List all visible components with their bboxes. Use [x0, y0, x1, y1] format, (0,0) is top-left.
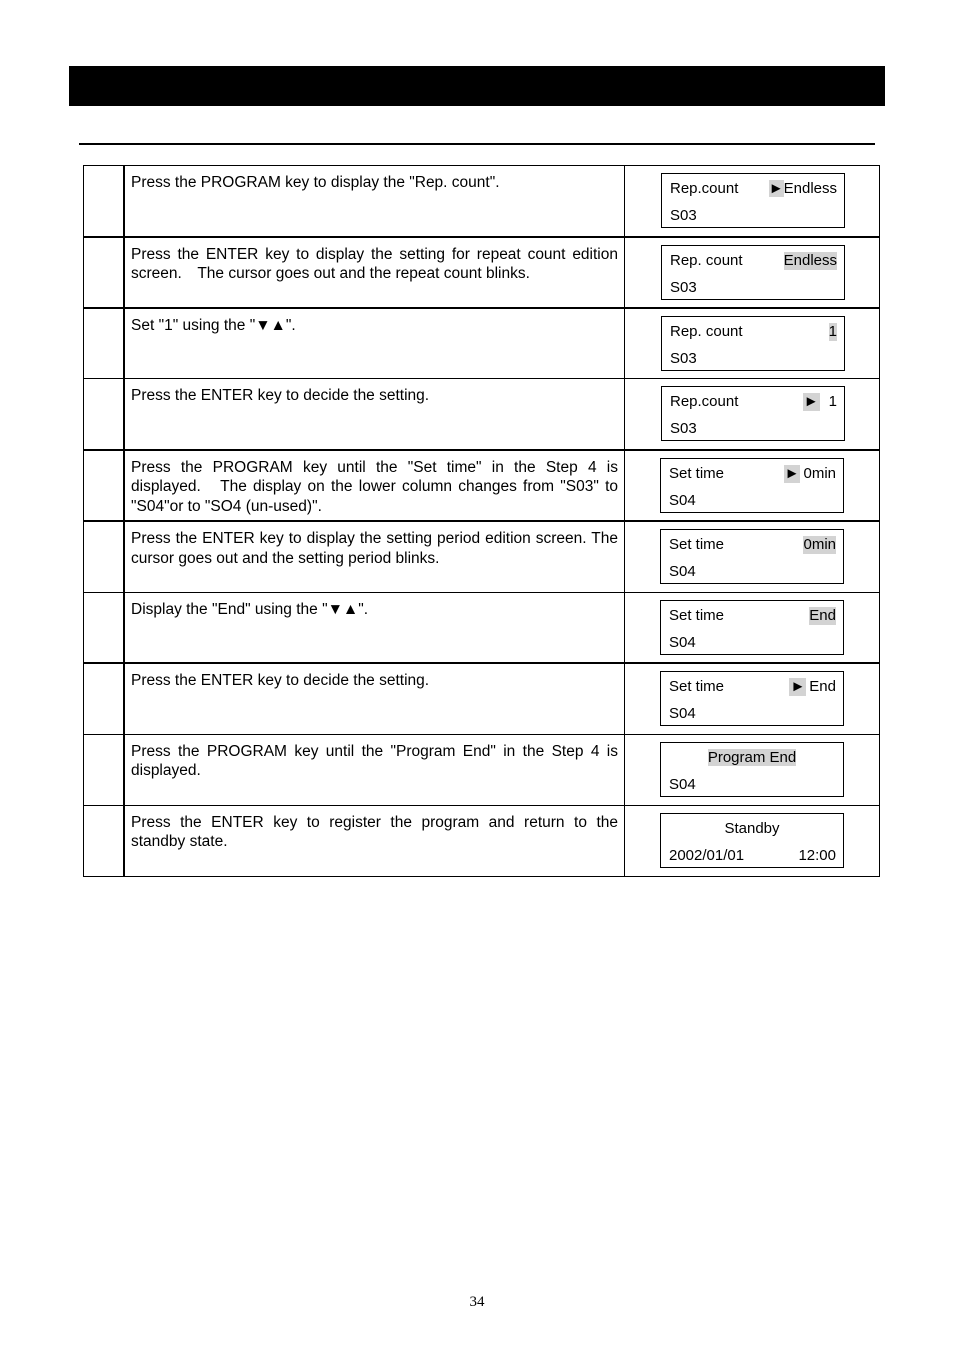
- lcd-line2: S04: [669, 633, 696, 651]
- lcd-time: 12:00: [798, 846, 836, 864]
- lcd-line2: S04: [669, 705, 696, 722]
- table-row: [84, 805, 880, 876]
- step-description: Press the PROGRAM key until the "Set time" in the Step 4 is displayed. The display on the lower column changes from "S03" to "S04"or to "SO4 (un-used)".: [124, 450, 625, 522]
- lcd-display: [660, 458, 844, 513]
- lcd-display: [660, 529, 844, 584]
- lcd-line2: S04: [669, 491, 696, 509]
- table-row: [84, 379, 880, 450]
- lcd-display: [660, 671, 844, 726]
- lcd-value: 0min: [803, 464, 836, 482]
- lcd-display: [660, 813, 844, 868]
- lcd-label: Rep. count: [670, 322, 743, 340]
- step-description: Press the ENTER key to decide the setting.: [124, 379, 625, 450]
- lcd-label: Rep. count: [670, 251, 743, 269]
- step-number-cell: [84, 734, 125, 805]
- lcd-label: Set time: [669, 464, 725, 482]
- step-description: Press the ENTER key to display the setting for repeat count edition screen. The cursor goes out and the repeat count blinks.: [124, 237, 625, 308]
- lcd-center-text: Standby: [724, 819, 780, 837]
- page-number: 34: [469, 1294, 485, 1310]
- lcd-date: 2002/01/01: [669, 846, 745, 864]
- step-number-cell: [84, 592, 125, 663]
- cursor-arrow-icon: ►: [790, 678, 806, 695]
- lcd-line2: S04: [669, 775, 696, 793]
- lcd-label: Set time: [669, 606, 725, 624]
- lcd-label: Set time: [669, 536, 725, 553]
- step-description: Display the "End" using the "▼▲".: [124, 592, 625, 663]
- lcd-label: Rep.count: [670, 180, 739, 197]
- lcd-display: [661, 245, 845, 300]
- lcd-line2: S03: [670, 420, 697, 437]
- section-rule: [79, 143, 875, 145]
- step-number-cell: [84, 521, 125, 592]
- step-description: Press the ENTER key to decide the setting.: [124, 663, 625, 734]
- table-row: [84, 237, 880, 308]
- lcd-value: End: [809, 678, 836, 695]
- step-number-cell: [84, 379, 125, 450]
- table-row: [84, 521, 880, 592]
- lcd-value: 1: [828, 393, 837, 410]
- table-row: [84, 166, 880, 237]
- lcd-display: [661, 386, 845, 441]
- step-number-cell: [84, 663, 125, 734]
- step-description: Press the PROGRAM key to display the "Rep. count".: [124, 166, 625, 237]
- lcd-value: Endless: [783, 180, 837, 197]
- lcd-value: 0min: [803, 536, 836, 553]
- lcd-display: [661, 173, 845, 228]
- lcd-line2: S03: [670, 278, 697, 296]
- lcd-value: End: [809, 606, 836, 624]
- cursor-arrow-icon: ►: [784, 464, 800, 482]
- header-bar: [69, 66, 885, 106]
- lcd-line2: S03: [670, 349, 697, 367]
- lcd-line2: S04: [669, 563, 696, 580]
- cursor-arrow-icon: ►: [803, 393, 819, 410]
- step-description: Press the ENTER key to register the program and return to the standby state.: [124, 805, 625, 876]
- lcd-display: [660, 600, 844, 655]
- lcd-value: Endless: [783, 251, 837, 269]
- lcd-label: Set time: [669, 678, 725, 695]
- table-row: [84, 663, 880, 734]
- step-number-cell: [84, 166, 125, 237]
- lcd-label: Rep.count: [670, 393, 739, 410]
- table-row: [84, 308, 880, 379]
- lcd-line2: S03: [670, 207, 697, 224]
- table-row: [84, 592, 880, 663]
- step-number-cell: [84, 237, 125, 308]
- table-row: [84, 450, 880, 522]
- table-row: [84, 734, 880, 805]
- step-description: Press the PROGRAM key until the "Program End" in the Step 4 is displayed.: [124, 734, 625, 805]
- cursor-arrow-icon: ►: [768, 180, 784, 197]
- procedure-table: [83, 165, 880, 877]
- step-number-cell: [84, 450, 125, 522]
- step-description: Set "1" using the "▼▲".: [124, 308, 625, 379]
- lcd-display: [661, 316, 845, 371]
- lcd-value: 1: [828, 322, 837, 340]
- step-description: Press the ENTER key to display the setting period edition screen. The cursor goes out and the setting period blinks.: [124, 521, 625, 592]
- step-number-cell: [84, 308, 125, 379]
- lcd-display: [660, 742, 844, 797]
- lcd-center-text: Program End: [707, 748, 797, 766]
- step-number-cell: [84, 805, 125, 876]
